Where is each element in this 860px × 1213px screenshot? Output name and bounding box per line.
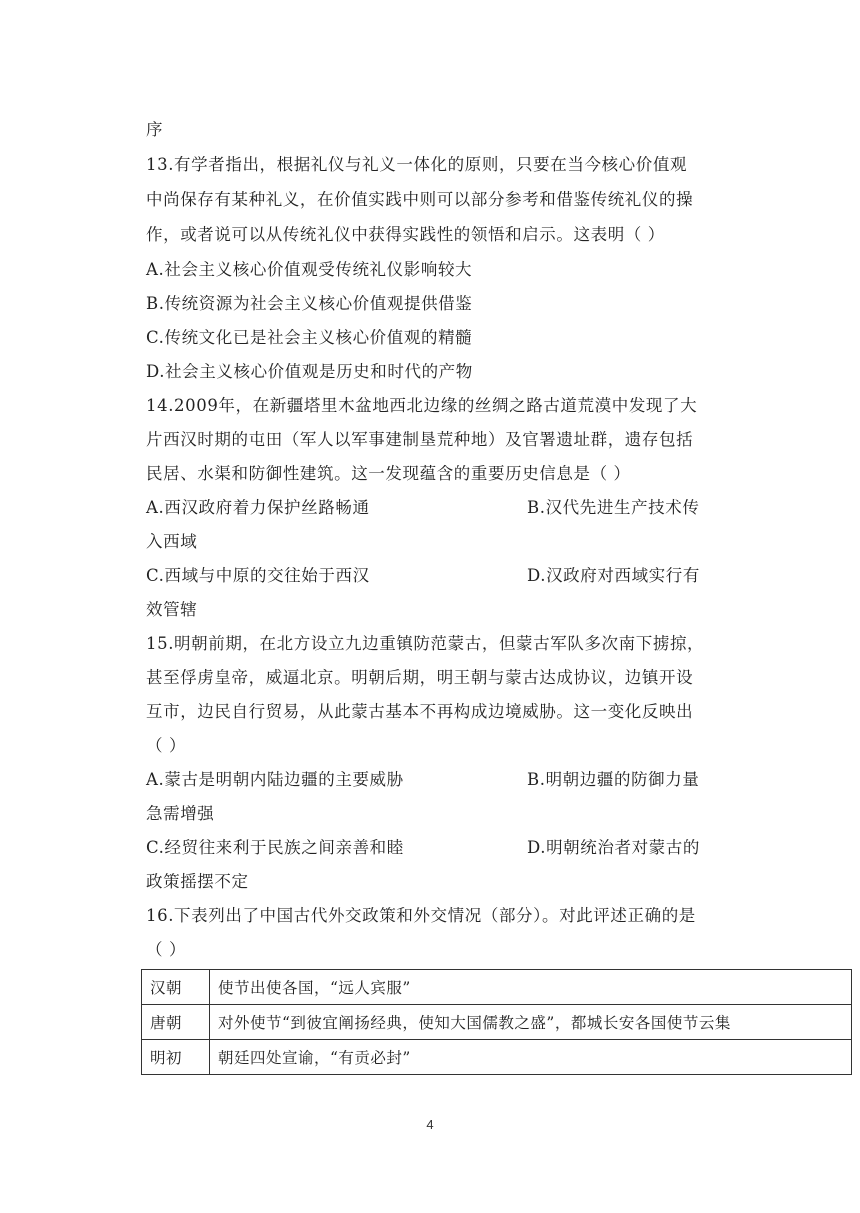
option-c: C.传统文化已是社会主义核心价值观的精髓 xyxy=(146,328,473,347)
option-a: A.蒙古是明朝内陆边疆的主要威胁 xyxy=(146,770,404,789)
text-line: 效管辖 xyxy=(146,600,198,619)
text-line: 入西域 xyxy=(146,532,198,551)
option-d: D.汉政府对西域实行有 xyxy=(527,566,700,585)
text-line: 民居、水渠和防御性建筑。这一发现蕴含的重要历史信息是（ ） xyxy=(146,464,631,483)
text-line: 甚至俘虏皇帝，威逼北京。明朝后期，明王朝与蒙古达成协议，边镇开设 xyxy=(146,668,694,687)
option-d: D.社会主义核心价值观是历史和时代的产物 xyxy=(146,362,473,381)
text-line: 互市，边民自行贸易，从此蒙古基本不再构成边境威胁。这一变化反映出 xyxy=(146,702,694,721)
text-line: 作，或者说可以从传统礼仪中获得实践性的领悟和启示。这表明（ ） xyxy=(146,225,665,244)
option-a: A.社会主义核心价值观受传统礼仪影响较大 xyxy=(146,260,473,279)
table-cell-description: 朝廷四处宣谕，“有贡必封” xyxy=(210,1040,852,1075)
option-a: A.西汉政府着力保护丝路畅通 xyxy=(146,498,370,517)
table-cell-description: 使节出使各国，“远人宾服” xyxy=(210,970,852,1005)
text-line: （ ） xyxy=(146,736,187,755)
option-c: C.西域与中原的交往始于西汉 xyxy=(146,566,370,585)
text-line: （ ） xyxy=(146,940,187,959)
table-cell-description: 对外使节“到彼宜阐扬经典，使知大国儒教之盛”，都城长安各国使节云集 xyxy=(210,1005,852,1040)
table-cell-dynasty: 汉朝 xyxy=(142,970,210,1005)
text-line: 序 xyxy=(146,120,164,139)
table-row xyxy=(142,1005,852,1040)
option-d: D.明朝统治者对蒙古的 xyxy=(527,838,700,857)
text-line: 片西汉时期的屯田（军人以军事建制垦荒种地）及官署遗址群，遗存包括 xyxy=(146,430,694,449)
option-b: B.明朝边疆的防御力量 xyxy=(527,770,700,789)
table-cell-dynasty: 明初 xyxy=(142,1040,210,1075)
diplomacy-table xyxy=(141,969,852,1075)
text-line: 急需增强 xyxy=(146,804,215,823)
table-row xyxy=(142,1040,852,1075)
table-cell-dynasty: 唐朝 xyxy=(142,1005,210,1040)
option-b: B.汉代先进生产技术传 xyxy=(527,498,700,517)
question-14-stem: 14.2009年，在新疆塔里木盆地西北边缘的丝绸之路古道荒漠中发现了大 xyxy=(146,396,698,415)
text-line: 中尚保存有某种礼义，在价值实践中则可以部分参考和借鉴传统礼仪的操 xyxy=(146,190,694,209)
page-number: 4 xyxy=(426,1117,434,1132)
option-c: C.经贸往来利于民族之间亲善和睦 xyxy=(146,838,404,857)
question-13-stem: 13.有学者指出，根据礼仪与礼义一体化的原则，只要在当今核心价值观 xyxy=(146,155,688,174)
text-line: 政策摇摆不定 xyxy=(146,872,249,891)
table-row xyxy=(142,970,852,1005)
question-16-stem: 16.下表列出了中国古代外交政策和外交情况（部分）。对此评述正确的是 xyxy=(146,906,696,925)
option-b: B.传统资源为社会主义核心价值观提供借鉴 xyxy=(146,294,473,313)
question-15-stem: 15.明朝前期，在北方设立九边重镇防范蒙古，但蒙古军队多次南下掳掠， xyxy=(146,634,705,653)
